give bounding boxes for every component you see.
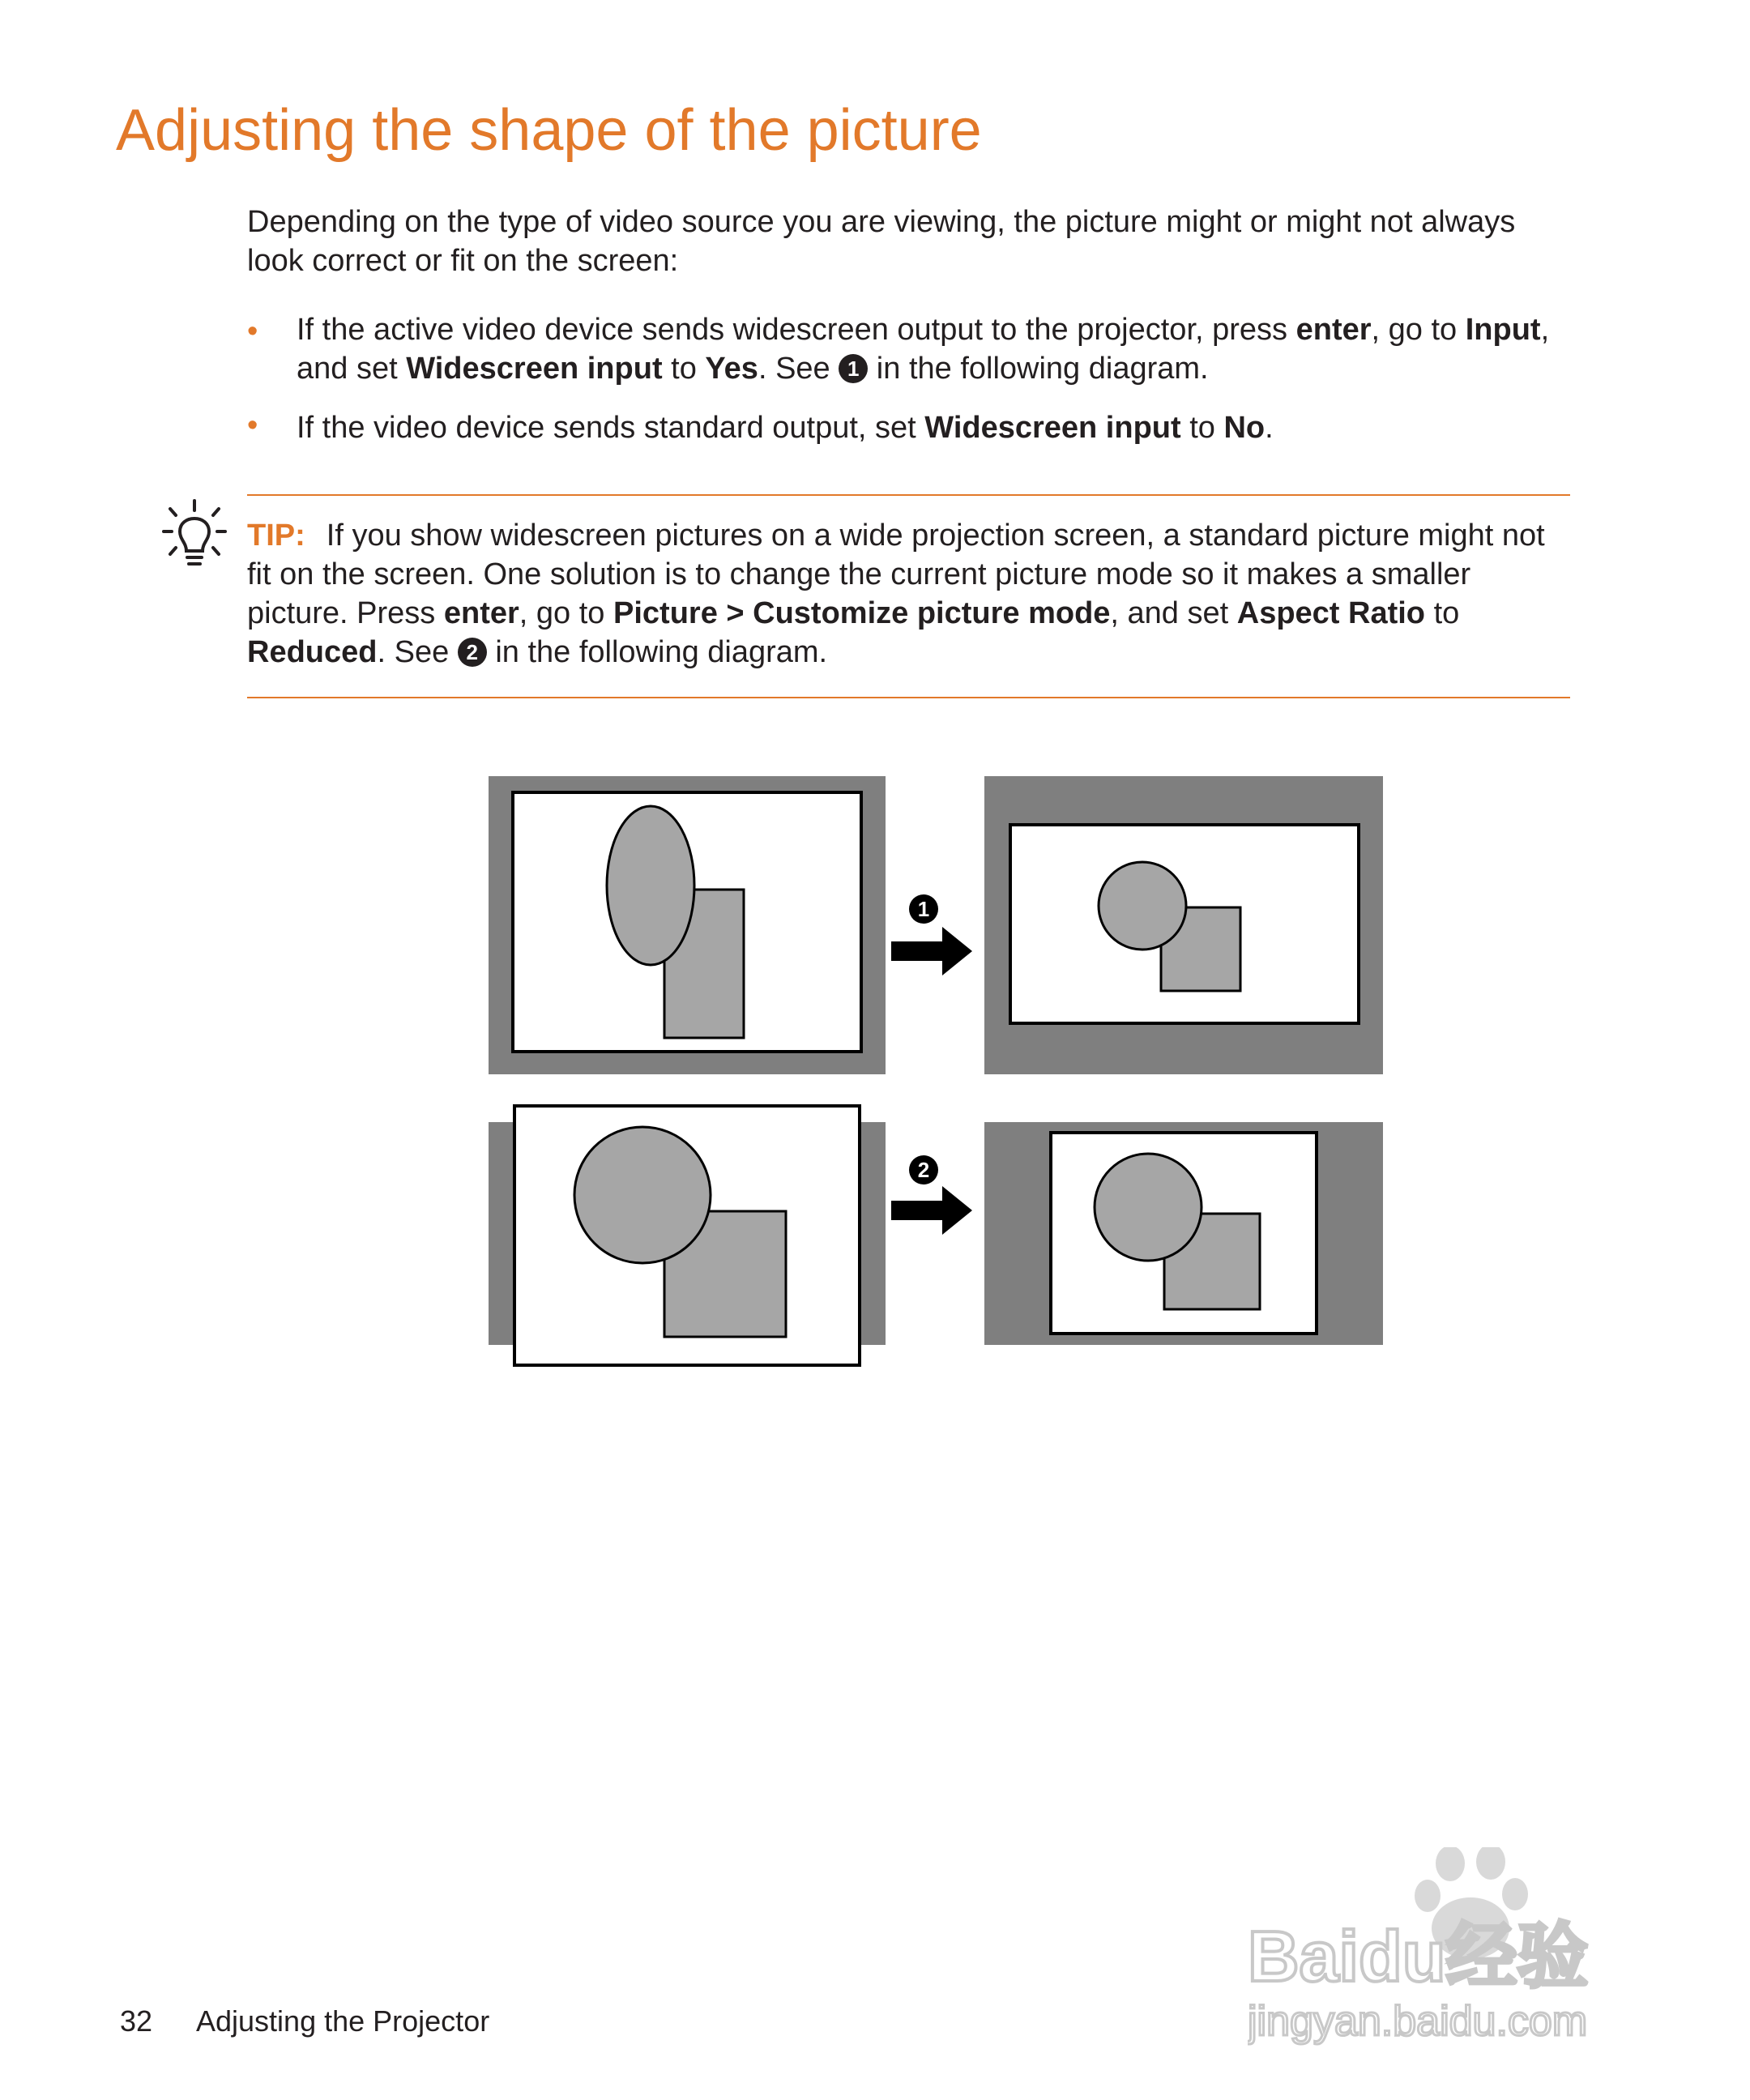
panel-widescreen-source	[489, 776, 886, 1074]
svg-text:jingyan.baidu.com: jingyan.baidu.com	[1248, 1998, 1588, 2045]
arrow-step-1	[891, 894, 972, 975]
bullet-widescreen-yes: If the active video device sends widescreen output to the projector, press enter, go to Input, and set Widescreen input to Yes. See 1 in the following diagram.	[297, 313, 1550, 386]
tip-paragraph: TIP: If you show widescreen pictures on a wide projection screen, a standard picture might not fit on the screen. One solution is to change the current picture mode so it makes a smaller picture. Press enter, go to Picture > Customize picture mode, and set Aspect Ratio to Reduced. See 2 in the following diagram.	[247, 519, 1545, 669]
intro-paragraph: Depending on the type of video source you are viewing, the picture might or might not always look correct or fit on the screen:	[247, 205, 1516, 278]
step-marker-1: 1	[839, 354, 868, 383]
tip-divider-top	[247, 494, 1570, 496]
bullet-dot: •	[247, 314, 258, 348]
step-marker-2: 2	[458, 638, 487, 667]
tip-divider-bottom	[247, 697, 1570, 698]
aspect-ratio-diagram	[482, 770, 1389, 1377]
panel-standard-reduced	[984, 1122, 1383, 1345]
baidu-jingyan-watermark	[1248, 1847, 1669, 2050]
panel-standard-oversize	[489, 1106, 886, 1365]
panel-widescreen-corrected	[984, 776, 1383, 1074]
svg-text:1: 1	[917, 897, 930, 921]
page-number: 32	[120, 2004, 153, 2038]
footer-section-title: Adjusting the Projector	[196, 2004, 490, 2038]
bullet-dot: •	[247, 408, 258, 442]
arrow-step-2	[891, 1155, 972, 1235]
lightbulb-icon	[162, 497, 227, 575]
bullet-widescreen-no: If the video device sends standard output, set Widescreen input to No.	[297, 411, 1274, 445]
page-title: Adjusting the shape of the picture	[116, 98, 982, 163]
svg-text:2: 2	[917, 1158, 930, 1182]
svg-text:Baidu经验: Baidu经验	[1248, 1916, 1589, 1996]
tip-label: TIP:	[247, 519, 305, 553]
